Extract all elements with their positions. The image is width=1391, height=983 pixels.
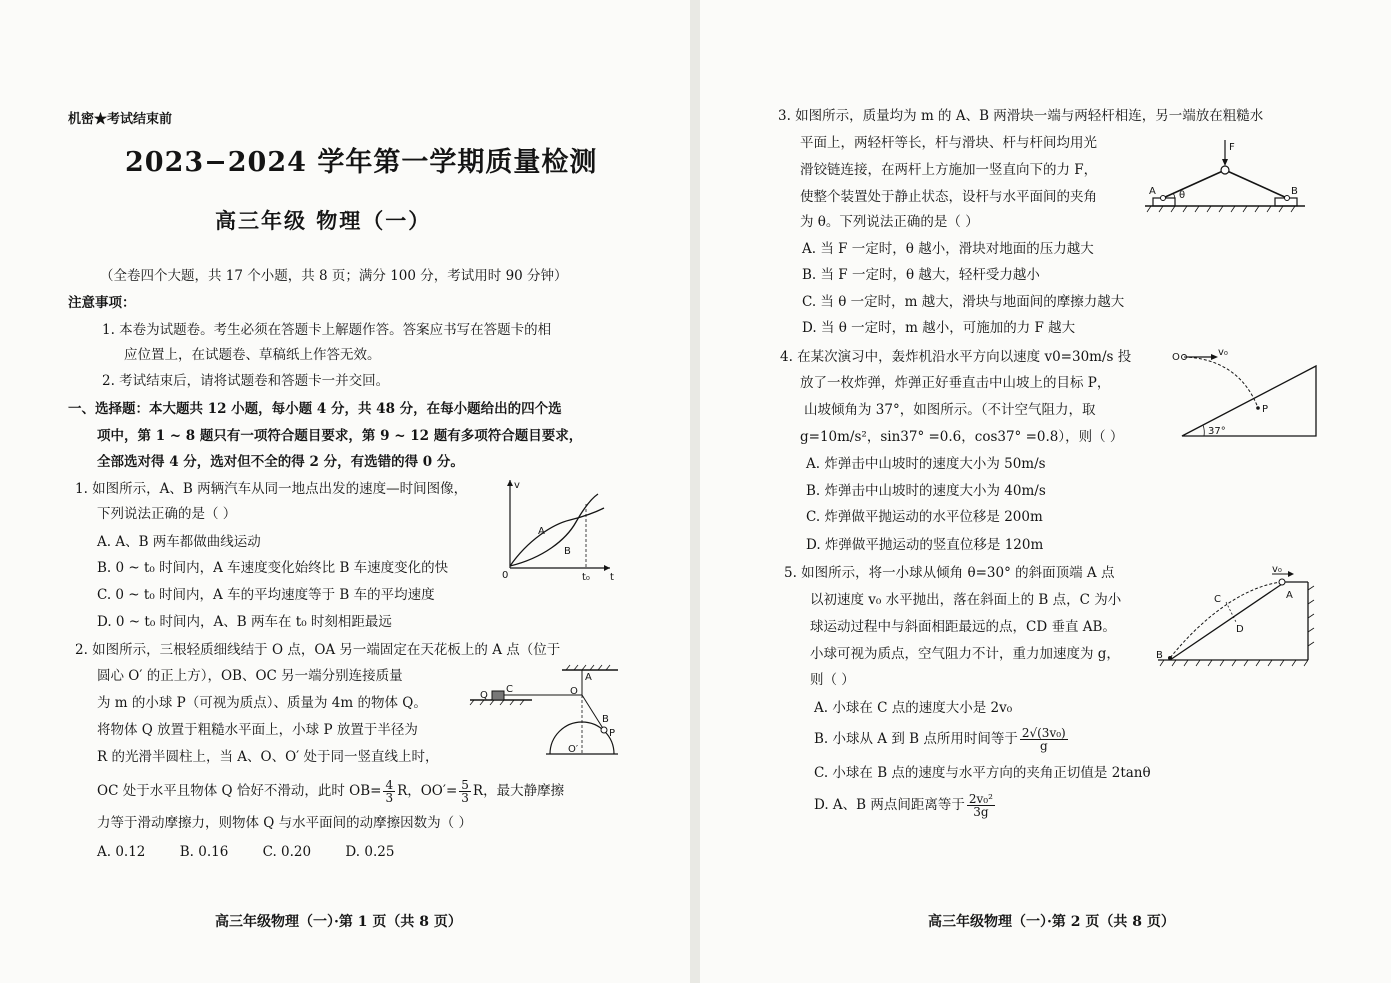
q4-option-b: B. 炸弹击中山坡时的速度大小为 40m/s [806, 483, 1046, 499]
q4-option-a: A. 炸弹击中山坡时的速度大小为 50m/s [806, 456, 1046, 472]
q2-stem-line-6 [97, 779, 564, 804]
q1-t0-label: t₀ [582, 572, 590, 583]
notes-heading: 注意事项： [68, 295, 136, 311]
q2-label-a: A [585, 672, 592, 683]
q1-origin-label: 0 [502, 570, 509, 581]
page-1-footer: 高三年级物理（一）·第 1 页（共 8 页） [215, 914, 462, 930]
q1-stem-line-1: 1. 如图所示，A、B 两辆汽车从同一地点出发的速度—时间图像， [75, 481, 468, 497]
section-1-line-3: 全部选对得 4 分，选对但不全的得 2 分，有选错的得 0 分。 [97, 454, 464, 470]
q1-v-label: v [514, 480, 520, 491]
q5-option-c: C. 小球在 B 点的速度与水平方向的夹角正切值是 2tanθ [814, 765, 1151, 781]
q1-velocity-time-graph [498, 478, 618, 582]
q3-stem-line-2: 平面上，两轻杆等长，杆与滑块、杆与杆间均用光 [800, 135, 1097, 151]
q5-option-b-numerator: 2√(3v₀) [1021, 726, 1066, 740]
note-2: 2. 考试结束后，请将试题卷和答题卡一并交回。 [102, 373, 390, 389]
q3-hinge-b [1285, 196, 1290, 201]
q3-right-rod [1225, 170, 1287, 198]
q2-label-q: Q [480, 690, 488, 701]
q1-option-a: A. A、B 两车都做曲线运动 [97, 534, 261, 550]
q5-option-d-numerator: 2v₀² [968, 792, 993, 806]
q3-stem-line-3: 滑铰链连接，在两杆上方施加一竖直向下的力 F， [800, 162, 1098, 178]
q5-ball [1279, 579, 1285, 585]
q4-label-angle: 37° [1208, 426, 1226, 437]
note-1-line-2: 应位置上，在试题卷、草稿纸上作答无效。 [124, 347, 381, 363]
q3-option-b: B. 当 F 一定时，θ 越大，轻杆受力越小 [802, 267, 1040, 283]
section-1-line-1: 一、选择题：本大题共 12 小题，每小题 4 分，共 48 分，在每小题给出的四个选 [68, 401, 562, 417]
q2-fraction-oo [459, 779, 471, 804]
q5-option-b-denominator: g [1039, 739, 1048, 753]
q2-label-c: C [506, 684, 513, 695]
q2-diagram [470, 664, 625, 764]
page-gutter [690, 0, 700, 983]
q2-stem-line-4: 将物体 Q 放置于粗糙水平面上，小球 P 放置于半径为 [97, 722, 418, 738]
q5-stem-line-4: 小球可视为质点，空气阻力不计，重力加速度为 g， [810, 646, 1120, 662]
q5-incline [1170, 584, 1282, 660]
q5-stem-line-3: 球运动过程中与斜面相距最远的点，CD 垂直 AB。 [810, 619, 1116, 635]
note-1-line-1: 1. 本卷为试题卷。考生必须在答题卡上解题作答。答案应书写在答题卡的相 [102, 322, 552, 338]
q2-block-q [492, 691, 504, 700]
q5-point-b [1168, 656, 1172, 660]
q4-label-v0: v₀ [1218, 347, 1228, 358]
q4-stem-line-1: 4. 在某次演习中，轰炸机沿水平方向以速度 v0=30m/s 投 [780, 349, 1132, 365]
q2-fraction-ob-numerator: 4 [385, 778, 394, 792]
q4-stem-line-4: g=10m/s²，sin37° =0.6，cos37° =0.8），则（ ） [800, 429, 1124, 445]
q5-option-b-fraction [1020, 727, 1068, 752]
q5-option-b [814, 727, 1070, 752]
q5-stem-line-2: 以初速度 v₀ 水平抛出，落在斜面上的 B 点，C 为小 [810, 592, 1122, 608]
exam-subtitle: 高三年级 物理（一） [215, 208, 432, 233]
q4-option-c: C. 炸弹做平抛运动的水平位移是 200m [806, 509, 1043, 525]
q4-slope [1182, 366, 1316, 436]
q3-diagram [1145, 136, 1305, 218]
q5-label-d: D [1236, 624, 1244, 635]
q5-option-a: A. 小球在 C 点的速度大小是 2v₀ [814, 700, 1013, 716]
q5-option-d [814, 793, 997, 818]
exam-info: （全卷四个大题，共 17 个小题，共 8 页；满分 100 分，考试用时 90 分钟） [100, 268, 568, 284]
q5-option-d-text: D. A、B 两点间距离等于 [814, 797, 965, 813]
q5-option-d-denominator: 3g [973, 805, 989, 819]
q2-fraction-oo-numerator: 5 [461, 778, 469, 792]
q3-stem-line-1: 3. 如图所示，质量均为 m 的 A、B 两滑块一端与两轻杆相连，另一端放在粗糙水 [778, 108, 1264, 124]
q4-label-o: O [1172, 352, 1180, 363]
q3-label-a: A [1149, 186, 1156, 197]
q2-fraction-ob-denominator: 3 [385, 791, 394, 805]
q1-v-arrow-icon [507, 480, 513, 486]
q4-trajectory [1184, 357, 1258, 408]
q3-option-a: A. 当 F 一定时，θ 越小，滑块对地面的压力越大 [802, 241, 1094, 257]
q3-left-rod [1163, 170, 1225, 198]
q2-stem-line-7: 力等于滑动摩擦力，则物体 Q 与水平面间的动摩擦因数为（ ） [97, 815, 472, 831]
q5-v0-arrowhead-icon [1288, 571, 1294, 577]
q2-line-6-part-a: OC 处于水平且物体 Q 恰好不滑动，此时 OB= [97, 783, 382, 799]
q1-t-label: t [610, 572, 614, 583]
q3-label-theta: θ [1179, 190, 1186, 201]
q4-angle-arc [1203, 425, 1204, 436]
q3-label-b: B [1291, 186, 1298, 197]
q2-line-6-part-c: R，最大静摩擦 [472, 783, 565, 799]
q4-stem-line-3: 山坡倾角为 37°，如图所示。（不计空气阻力，取 [804, 402, 1096, 418]
q2-stem-line-3: 为 m 的小球 P（可视为质点）、质量为 4m 的物体 Q。 [97, 695, 427, 711]
q4-velocity-arrowhead-icon [1211, 354, 1218, 360]
q3-option-d: D. 当 θ 一定时，m 越小，可施加的力 F 越大 [802, 320, 1076, 336]
q3-option-c: C. 当 θ 一定时，m 越大，滑块与地面间的摩擦力越大 [802, 294, 1125, 310]
q5-diagram [1154, 566, 1322, 670]
q3-hinge-a [1161, 196, 1166, 201]
q2-ball-p [601, 727, 607, 733]
q1-option-b: B. 0 ~ t₀ 时间内，A 车速度变化始终比 B 车速度变化的快 [97, 560, 449, 576]
section-1-line-2: 项中，第 1 ~ 8 题只有一项符合题目要求，第 9 ~ 12 题有多项符合题目要求， [97, 428, 583, 444]
q3-label-f: F [1229, 142, 1235, 153]
q1-t-arrow-icon [604, 565, 610, 571]
q2-label-o: O [570, 686, 578, 697]
q5-label-c: C [1214, 594, 1221, 605]
q5-label-b: B [1156, 650, 1163, 661]
q3-stem-line-5: 为 θ。下列说法正确的是（ ） [800, 214, 979, 230]
q1-curve-a-label: A [538, 526, 545, 537]
q2-fraction-oo-denominator: 3 [461, 791, 469, 805]
q5-label-v0: v₀ [1272, 564, 1282, 575]
q5-label-a: A [1286, 590, 1293, 601]
exam-page-1 [0, 0, 690, 983]
secret-label: 机密★考试结束前 [68, 112, 173, 127]
q2-stem-line-5: R 的光滑半圆柱上，当 A、O、O′ 处于同一竖直线上时， [97, 749, 439, 765]
q4-option-d: D. 炸弹做平抛运动的竖直位移是 120m [806, 537, 1044, 553]
q3-top-hinge [1221, 166, 1229, 174]
q1-option-c: C. 0 ~ t₀ 时间内，A 车的平均速度等于 B 车的平均速度 [97, 587, 435, 603]
exam-title: 2023−2024 学年第一学期质量检测 [125, 147, 598, 178]
q1-curve-b-label: B [564, 546, 571, 557]
q2-line-6-part-b: R，OO′= [397, 783, 458, 799]
q5-stem-line-1: 5. 如图所示，将一小球从倾角 θ=30° 的斜面顶端 A 点 [784, 565, 1115, 581]
q5-trajectory [1170, 582, 1282, 658]
q3-force-arrowhead-icon [1222, 159, 1228, 166]
q2-label-b: B [602, 714, 609, 725]
q4-stem-line-2: 放了一枚炸弹，炸弹正好垂直击中山坡上的目标 P， [800, 375, 1111, 391]
q2-string-ob [582, 695, 604, 730]
q5-option-b-text: B. 小球从 A 到 B 点所用时间等于 [814, 731, 1018, 747]
q1-option-d: D. 0 ~ t₀ 时间内，A、B 两车在 t₀ 时刻相距最远 [97, 614, 392, 630]
q4-target-p [1256, 406, 1260, 410]
q2-label-o-prime: O′ [568, 744, 579, 755]
q2-options: A. 0.12 B. 0.16 C. 0.20 D. 0.25 [97, 844, 395, 860]
exam-page-2 [700, 0, 1391, 983]
q3-stem-line-4: 使整个装置处于静止状态，设杆与水平面间的夹角 [800, 189, 1097, 205]
page-2-footer: 高三年级物理（一）·第 2 页（共 8 页） [928, 914, 1175, 930]
q5-option-d-fraction [967, 793, 995, 818]
q1-stem-line-2: 下列说法正确的是（ ） [97, 506, 237, 522]
q1-curve-a [510, 508, 604, 566]
q2-fraction-ob [383, 779, 395, 804]
q2-label-p: P [609, 728, 616, 739]
q4-label-p: P [1262, 404, 1269, 415]
q2-stem-line-2: 圆心 O′ 的正上方），OB、OC 另一端分别连接质量 [97, 668, 403, 684]
q1-curve-b [510, 494, 598, 566]
q2-stem-line-1: 2. 如图所示，三根轻质细线结于 O 点，OA 另一端固定在天花板上的 A 点（位于 [75, 642, 561, 658]
q5-stem-line-5: 则（ ） [810, 672, 855, 688]
q4-diagram [1170, 346, 1320, 440]
